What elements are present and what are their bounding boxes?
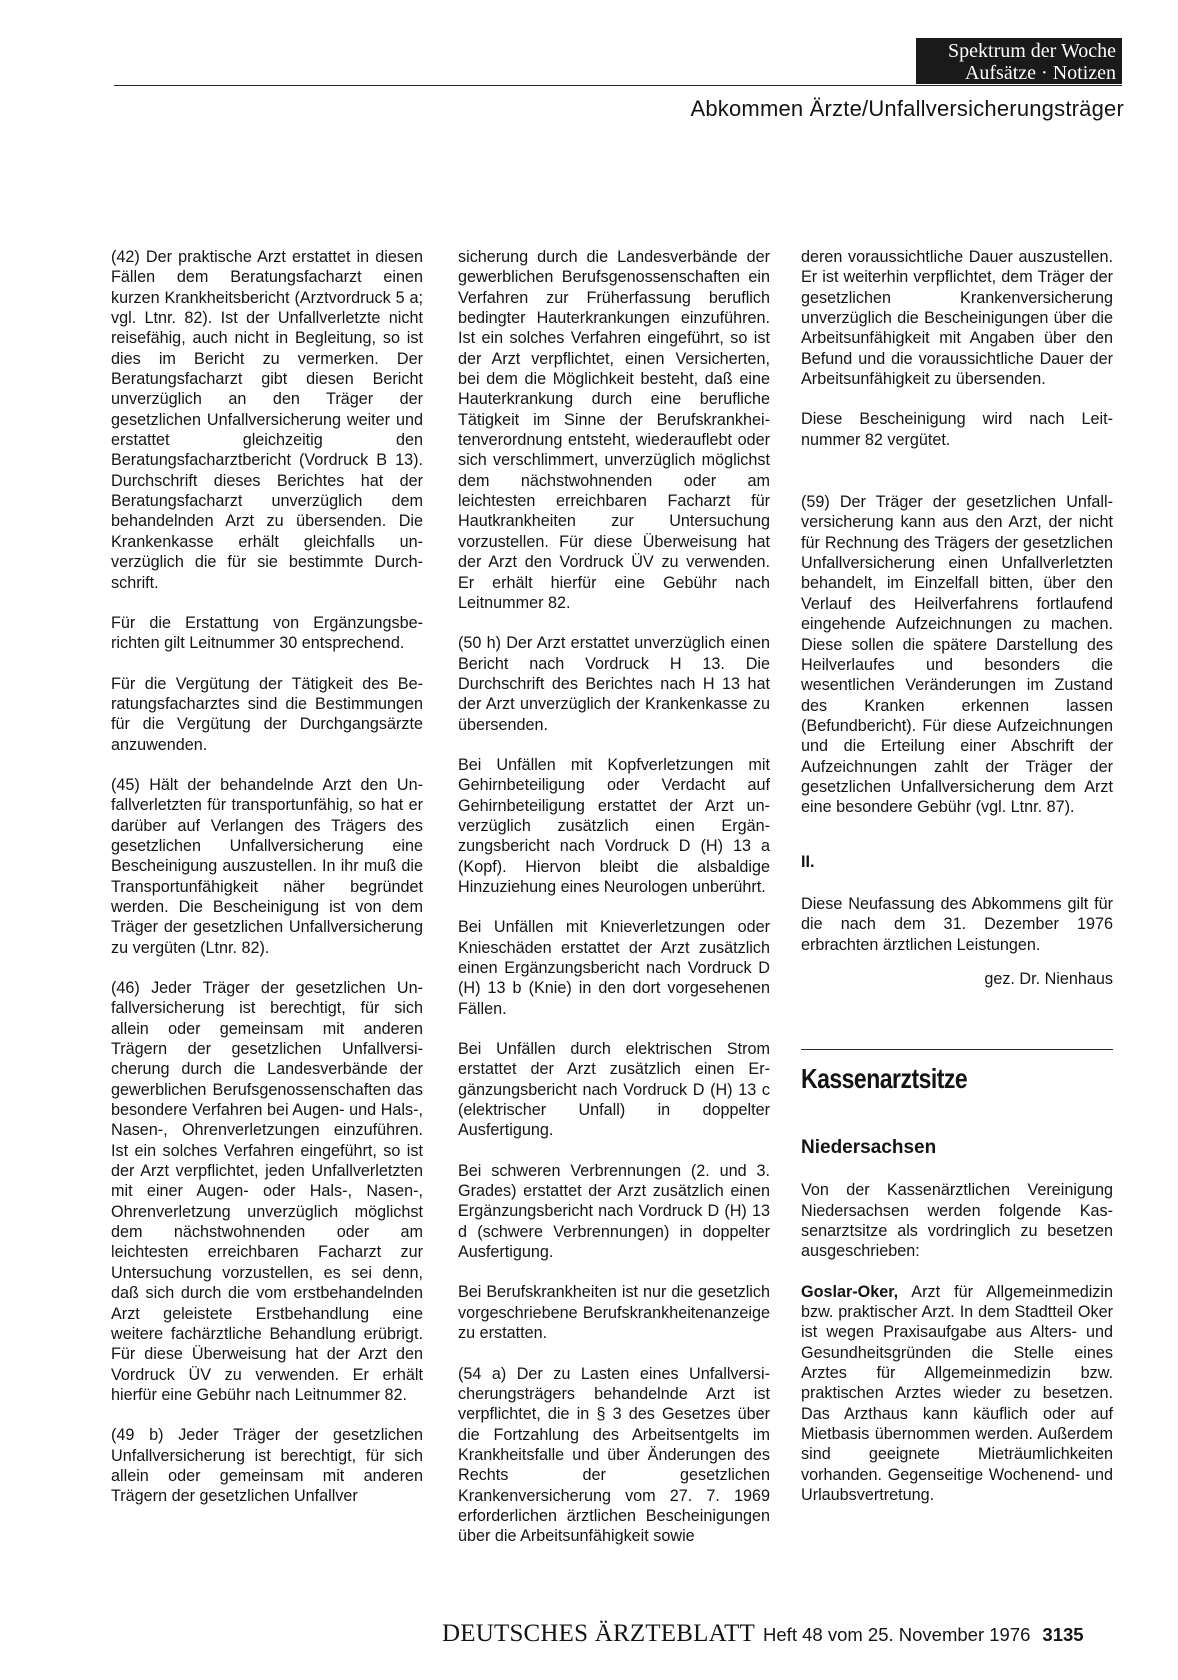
kasse-rule [801, 1049, 1113, 1050]
listing-text: Arzt für Allgemeinmedizin bzw. praktischer Arzt. In dem Stadtteil Oker ist wegen Praxisaufgabe aus Alters- und Gesundheitsgründen die Stelle eines Arztes für Allgemeinmedizin bzw. praktischen Arztes wieder zu besetzen. Das Arzthaus kann käuflich oder auf Mietbasis übernommen werden. Außerdem sind geeignete Mieträumlichkeiten vorhanden. Gegenseitige Wochenend- und Urlaubsvertretung. [801, 1282, 1113, 1505]
paragraph-kopfverletzungen: Bei Unfällen mit Kopfverletzungen mit Gehirnbeteiligung oder Verdacht auf Gehirnbeteiligung erstattet der Arzt unverzüglich zusätzlich einen Ergänzungsbericht nach Vordruck D (H) 13 a (Kopf). Hiervon bleibt die alsbaldige Hinzuziehung eines Neurologen unberührt. [458, 755, 770, 896]
text-column-1 [111, 247, 423, 1527]
paragraph-45: (45) Hält der behandelnde Arzt den Unfallverletzten für transportunfähig, so hat er darüber auf Verlangen des Trägers des gesetzlichen Unfallversicherung eine Bescheinigung auszustellen. In ihr muß die Transportunfähigkeit näher begründet werden. Die Bescheinigung ist von dem Träger der gesetzlichen Unfallversicherung zu vergüten (Ltnr. 82). [111, 775, 423, 957]
paragraph-bescheinigung: Diese Bescheinigung wird nach Leitnummer 82 vergütet. [801, 410, 1113, 449]
text-column-2 [458, 247, 770, 1567]
badge-line-2: Aufsätze · Notizen [964, 62, 1116, 84]
paragraph-54a-continued: deren voraussichtliche Dauer auszustellen. Er ist weiterhin verpflichtet, dem Träger der gesetzlichen Krankenversicherung unverzüglich die Bescheinigungen über die Arbeitsunfähigkeit mit Angaben über den Befund und die voraussichtliche Dauer der Arbeitsunfähigkeit zu übersenden. [801, 248, 1113, 389]
paragraph-ausschreibung: Von der Kassenärztlichen Vereinigung Niedersachsen werden folgende Kassenarztsitze als vordringlich zu besetzen ausgeschrieben: [801, 1181, 1113, 1261]
paragraph-berufskrankheiten: Bei Berufskrankheiten ist nur die gesetzlich vorgeschriebene Berufskrankheitenanzeige zu erstatten. [458, 1283, 770, 1343]
paragraph-neufassung: Diese Neufassung des Abkommens gilt für die nach dem 31. Dezember 1976 erbrachten ärztlichen Leistungen. [801, 894, 1113, 954]
region-heading: Niedersachsen [801, 1137, 937, 1159]
paragraph-59: (59) Der Träger der gesetzlichen Unfallversicherung kann aus den Arzt, der nicht für Rechnung des Trägers der gesetzlichen Unfallversicherung einen Unfallverletzten behandelt, im Einzelfall bitten, über den Verlauf des Heilverfahrens fortlaufend eingehende Aufzeichnungen zu machen. Diese sollen die spätere Darstellung des Heilverlaufes und besonders die wesentlichen Veränderungen im Zustand des Kranken erkennen lassen (Befundbericht). Für diese Aufzeichnungen und die Erteilung einer Abschrift der Aufzeichnungen zahlt der Träger der gesetzlichen Unfallversicherung dem Arzt eine besondere Gebühr (vgl. Ltnr. 87). [801, 493, 1113, 817]
journal-name: DEUTSCHES ÄRZTEBLATT [442, 1620, 756, 1647]
section-badge [916, 38, 1122, 84]
page-footer [442, 1620, 1084, 1648]
paragraph-verbrennungen: Bei schweren Verbrennungen (2. und 3. Grades) erstattet der Arzt zusätzlich einen Ergänzungsbericht nach Vordruck D (H) 13 d (schwere Verbrennungen) in doppelter Ausfertigung. [458, 1161, 770, 1262]
paragraph-54a: (54 a) Der zu Lasten eines Unfallversicherungsträgers behandelnde Arzt ist verpflichtet, die in § 3 des Gesetzes über die Fortzahlung des Arbeitsentgelts im Krankheitsfalle und über Änderungen des Rechts der gesetzlichen Krankenversicherung vom 27. 7. 1969 erforderlichen ärztlichen Bescheinigungen über die Arbeitsunfähigkeit sowie [458, 1364, 770, 1546]
page-number: 3135 [1042, 1624, 1084, 1645]
place-name: Goslar-Oker, [801, 1282, 899, 1301]
article-topic: Abkommen Ärzte/Unfallversicherungsträger [690, 96, 1124, 121]
paragraph-50h: (50 h) Der Arzt erstattet unverzüglich einen Bericht nach Vordruck H 13. Die Durchschrift des Berichtes nach H 13 hat der Arzt unverzüglich der Krankenkasse zu übersenden. [458, 634, 770, 734]
paragraph-42: (42) Der praktische Arzt erstattet in diesen Fällen dem Beratungsfacharzt einen kurzen Krankheitsbericht (Arztvordruck 5 a; vgl. Ltnr. 82). Ist der Unfallverletzte nicht reisefähig, auch nicht in Begleitung, so ist dies im Bericht zu vermerken. Der Beratungsfacharzt gibt diesen Bericht unverzüglich an den Träger der gesetzlichen Unfallversicherung weiter und erstattet gleichzeitig den Beratungsfacharztbericht (Vordruck B 13). Durchschrift dieses Berichtes hat der Beratungsfacharzt unverzüglich dem behandelnden Arzt zu übersenden. Die Krankenkasse erhält gleichfalls unverzüglich die für sie bestimmte Durchschrift. [111, 248, 423, 592]
section-number: II. [801, 852, 815, 871]
paragraph-verguetung: Für die Vergütung der Tätigkeit des Beratungsfacharztes sind die Bestimmungen für die Vergütung der Durchgangsärzte anzuwenden. [111, 674, 423, 754]
issue-info: Heft 48 vom 25. November 1976 [763, 1624, 1031, 1645]
paragraph-46: (46) Jeder Träger der gesetzlichen Unfallversicherung ist berechtigt, für sich allein oder gemeinsam mit anderen Trägern der gesetzlichen Unfallversicherung durch die Landesverbände der gewerblichen Berufsgenossenschaften das besondere Verfahren bei Augen- und Hals-, Nasen-, Ohrenverletzungen einzuführen. Ist ein solches Verfahren eingeführt, so ist der Arzt verpflichtet, jeden Unfallverletzten mit einer Augen- oder Hals-, Nasen-, Ohrenverletzung unverzüglich möglichst dem nächstwohnenden oder am leichtesten erreichbaren Facharzt zur Untersuchung vorzustellen, es sei denn, daß sich durch die vom erstbehandelnden Arzt geleistete Erstbehandlung eine weitere fachärztliche Behandlung erübrigt. Für diese Überweisung hat der Arzt den Vordruck ÜV zu verwenden. Er erhält hierfür eine Gebühr nach Leitnummer 82. [111, 979, 423, 1404]
badge-line-1: Spektrum der Woche [948, 40, 1116, 62]
paragraph-ergaenzungsberichte: Für die Erstattung von Ergänzungsberichten gilt Leitnummer 30 entsprechend. [111, 613, 423, 653]
kassenarztsitze-heading: Kassenarztsitze [801, 1063, 968, 1095]
paragraph-49b: (49 b) Jeder Träger der gesetzlichen Unfallversicherung ist berechtigt, für sich allein oder gemeinsam mit anderen Trägern der gesetzlichen Unfallver [111, 1426, 423, 1506]
paragraph-goslar-oker [801, 1282, 1113, 1506]
paragraph-knieverletzungen: Bei Unfällen mit Knieverletzungen oder Knieschäden erstattet der Arzt zusätzlich einen Ergänzungsbericht nach Vordruck D (H) 13 b (Knie) in den dort vorgesehenen Fällen. [458, 918, 770, 1018]
paragraph-49b-continued: sicherung durch die Landesverbände der gewerblichen Berufsgenossenschaften ein Verfahren zur Früherfassung beruflich bedingter Hauterkrankungen einzuführen. Ist ein solches Verfahren eingeführt, so ist der Arzt verpflichtet, einen Versicherten, bei dem die Möglichkeit besteht, daß eine Hauterkrankung durch eine berufliche Tätigkeit im Sinne der Berufskrankheitenverordnung entsteht, wiederauflebt oder sich verschlimmert, unverzüglich möglichst dem nächstwohnenden oder am leichtesten erreichbaren Facharzt für Hautkrankheiten zur Untersuchung vorzustellen. Für diese Überweisung hat der Arzt den Vordruck ÜV zu verwenden. Er erhält hierfür eine Gebühr nach Leitnummer 82. [458, 248, 770, 612]
signature: gez. Dr. Nienhaus [984, 969, 1113, 988]
header-rule [114, 85, 1122, 86]
paragraph-elektrischer-strom: Bei Unfällen durch elektrischen Strom erstattet der Arzt zusätzlich einen Ergänzungsbericht nach Vordruck D (H) 13 c (elektrischer Unfall) in doppelter Ausfertigung. [458, 1040, 770, 1140]
text-column-3 [801, 247, 1113, 1525]
